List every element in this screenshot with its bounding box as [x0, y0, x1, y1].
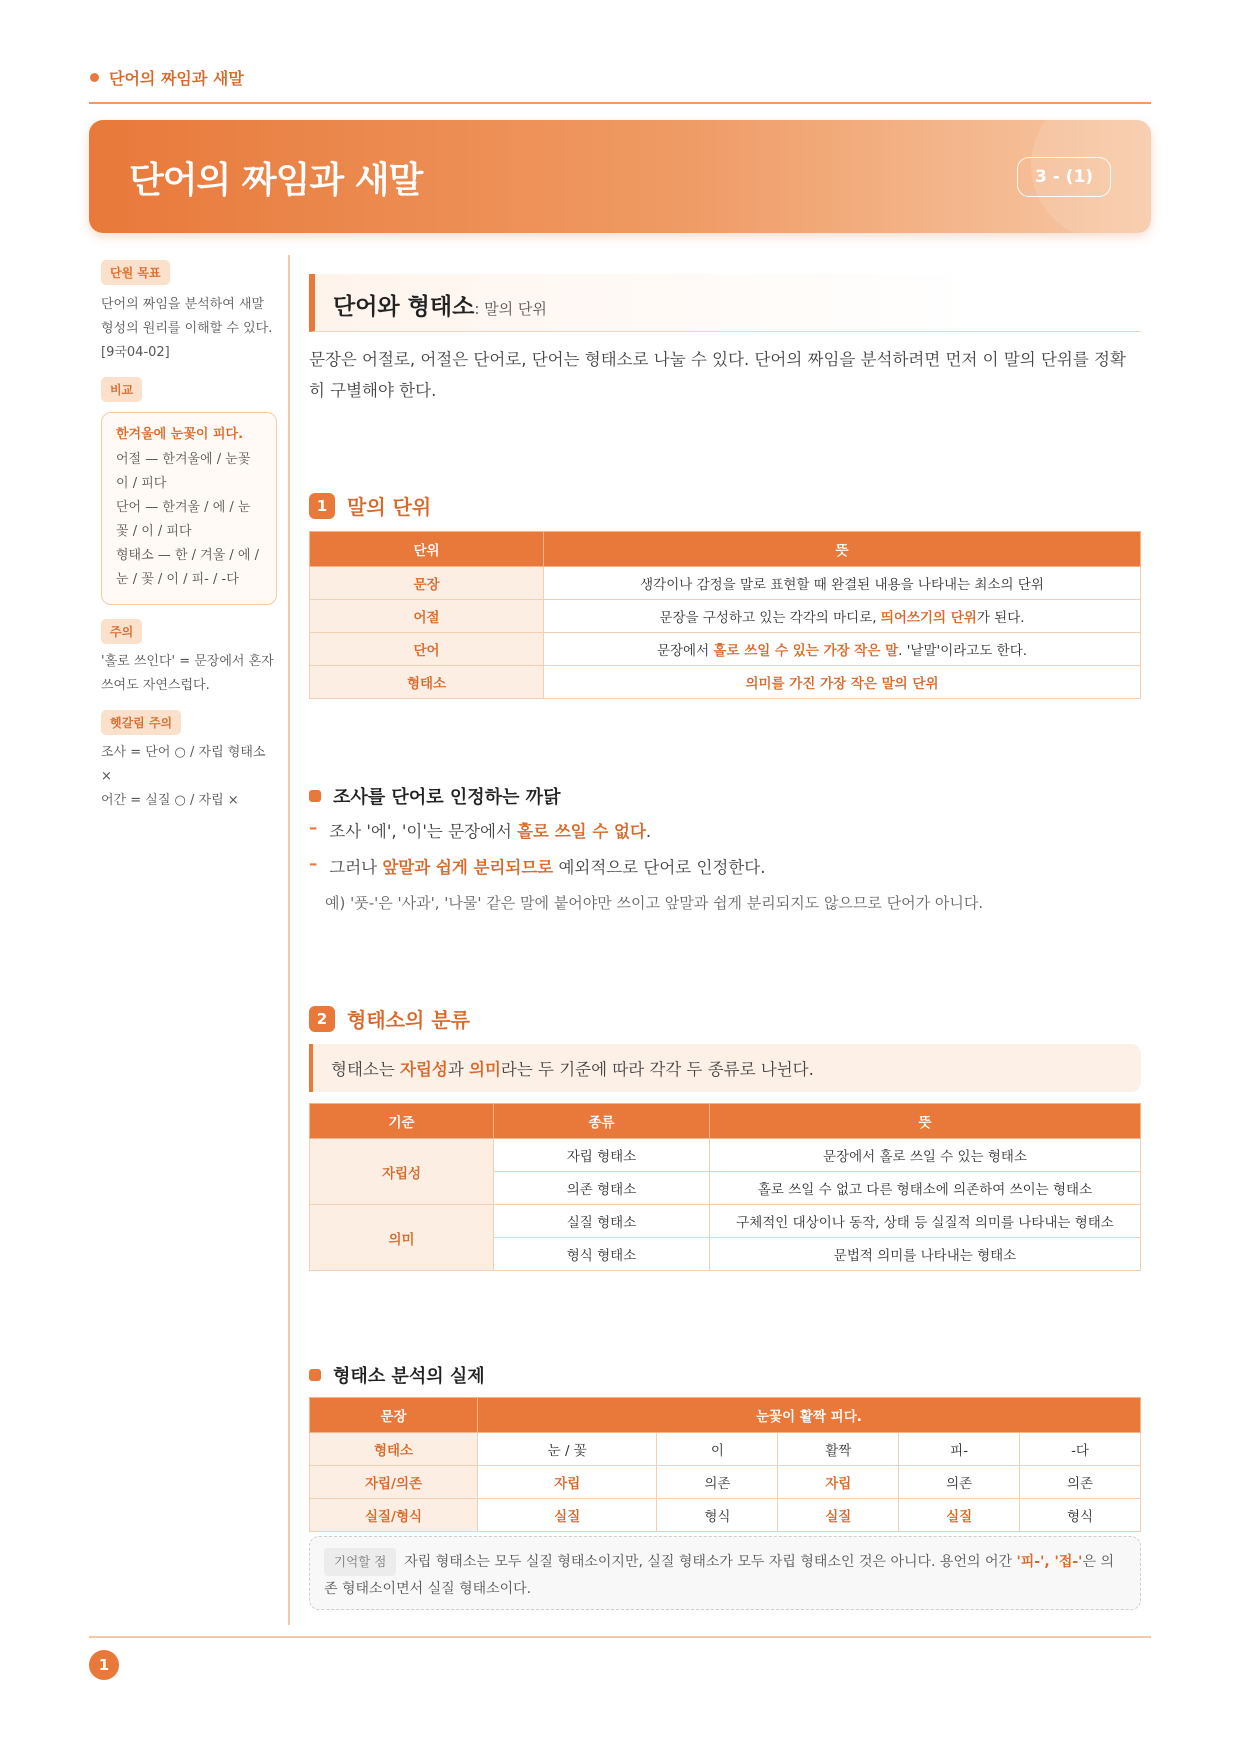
compare-box	[101, 412, 277, 605]
class-header-meaning: 뜻	[710, 1104, 1141, 1139]
table-row	[310, 1499, 1141, 1532]
memo-text: 은 의존 형태소이면서 실질 형태소이다.	[324, 1554, 1114, 1597]
square-bullet-icon	[309, 790, 321, 802]
caution-tag: 주의	[101, 619, 142, 644]
meaning-cell	[544, 567, 1141, 600]
reason-line-2	[309, 854, 765, 878]
meaning-text: 문장을 구성하고 있는 각각의 마디로,	[659, 610, 881, 626]
analysis-cell: 의존	[657, 1466, 778, 1499]
meaning-text: 가 된다.	[976, 610, 1025, 626]
meaning-cell: 문장에서 홀로 쓰일 수 있는 형태소	[710, 1139, 1141, 1172]
confuse-line: 조사 = 단어 ○ / 자립 형태소 ×	[101, 745, 266, 784]
lesson-number-badge: 3 - (1)	[1017, 157, 1111, 197]
analysis-title: 형태소 분석의 실제	[333, 1366, 485, 1387]
units-header-unit: 단위	[310, 532, 544, 567]
confuse-tag: 헷갈림 주의	[101, 710, 181, 735]
reason-text: 그러나	[329, 858, 383, 877]
units-header-meaning: 뜻	[544, 532, 1141, 567]
dash-icon: –	[309, 818, 318, 837]
compare-title: 한겨울에 눈꽃이 피다.	[116, 427, 244, 442]
table-row	[310, 633, 1141, 666]
compare-line: 어절 — 한겨울에 / 눈꽃	[116, 452, 251, 467]
reason-highlight: 홀로 쓰일 수 없다	[517, 822, 646, 841]
memo-tag: 기억할 점	[324, 1548, 396, 1576]
analysis-sentence: 눈꽃이 활짝 피다.	[478, 1398, 1141, 1433]
compare-line: 단어 — 한겨울 / 에 / 눈	[116, 500, 251, 515]
section-subtitle: : 말의 단위	[474, 300, 547, 318]
confuse-line: 어간 = 실질 ○ / 자립 ×	[101, 793, 239, 808]
chapter-banner	[89, 120, 1151, 233]
kind-cell: 의존 형태소	[494, 1172, 710, 1205]
meaning-text: 문장에서	[656, 643, 714, 659]
kind-cell: 실질 형태소	[494, 1205, 710, 1238]
memo-highlight: '피-', '접-'	[1016, 1554, 1083, 1570]
analysis-table	[309, 1397, 1141, 1532]
compare-tag: 비교	[101, 377, 142, 402]
analysis-cell: 자립	[478, 1466, 657, 1499]
part2-callout	[309, 1044, 1141, 1092]
criterion-cell: 자립성	[310, 1139, 494, 1205]
criterion-cell: 의미	[310, 1205, 494, 1271]
dash-icon: –	[309, 854, 318, 873]
meaning-cell: 문법적 의미를 나타내는 형태소	[710, 1238, 1141, 1271]
meaning-cell	[544, 633, 1141, 666]
kind-cell: 형식 형태소	[494, 1238, 710, 1271]
reason-text: .	[645, 822, 652, 841]
goal-tag: 단원 목표	[101, 260, 170, 285]
analysis-heading	[309, 1362, 485, 1388]
memo-box	[309, 1536, 1141, 1610]
analysis-cell: 눈 / 꽃	[478, 1433, 657, 1466]
meaning-cell: 구체적인 대상이나 동작, 상태 등 실질적 의미를 나타내는 형태소	[710, 1205, 1141, 1238]
compare-line: 이 / 피다	[116, 476, 167, 491]
class-header-kind: 종류	[494, 1104, 710, 1139]
reason-heading	[309, 783, 560, 809]
analysis-cell: 의존	[899, 1466, 1020, 1499]
reason-line-1	[309, 818, 651, 842]
part1-title: 말의 단위	[347, 495, 432, 519]
units-table	[309, 531, 1141, 699]
memo-text: 자립 형태소는 모두 실질 형태소이지만, 실질 형태소가 모두 자립 형태소인 것은 아니다. 용언의 어간	[404, 1554, 1017, 1570]
callout-highlight: 의미	[469, 1060, 501, 1079]
table-row	[310, 1466, 1141, 1499]
page-number: 1	[89, 1650, 119, 1680]
callout-text: 라는 두 기준에 따라 각각 두 종류로 나뉜다.	[500, 1060, 814, 1079]
meaning-text: 생각이나 감정을 말로 표현할 때 완결된 내용을 나타내는 최소의 단위	[640, 577, 1044, 593]
table-row	[310, 1205, 1141, 1238]
analysis-cell: 실질	[778, 1499, 899, 1532]
section-intro: 문장은 어절로, 어절은 단어로, 단어는 형태소로 나눌 수 있다. 단어의 짜임을 분석하려면 먼저 이 말의 단위를 정확히 구별해야 한다.	[309, 350, 1126, 400]
goal-code: [9국04-02]	[101, 345, 170, 360]
caution-text: '홀로 쓰인다' = 문장에서 혼자 쓰여도 자연스럽다.	[101, 654, 274, 693]
analysis-cell: 실질	[899, 1499, 1020, 1532]
square-bullet-icon	[309, 1369, 321, 1381]
unit-cell: 단어	[310, 633, 544, 666]
reason-text: 예외적으로 단어로 인정한다.	[553, 858, 766, 877]
compare-line: 눈 / 꽃 / 이 / 피- / -다	[116, 572, 239, 587]
callout-text: 과	[447, 1060, 470, 1079]
analysis-cell: 피-	[899, 1433, 1020, 1466]
table-row	[310, 666, 1141, 699]
part2-heading	[309, 1004, 470, 1033]
callout-highlight: 자립성	[400, 1060, 448, 1079]
sidebar	[101, 260, 277, 813]
breadcrumb	[90, 66, 244, 89]
row-label: 자립/의존	[310, 1466, 478, 1499]
meaning-cell: 홀로 쓰일 수 없고 다른 형태소에 의존하여 쓰이는 형태소	[710, 1172, 1141, 1205]
meaning-cell	[544, 600, 1141, 633]
table-row	[310, 1139, 1141, 1172]
chapter-title: 단어의 짜임과 새말	[129, 160, 423, 201]
meaning-text: . '낱말'이라고도 한다.	[898, 643, 1028, 659]
row-label: 실질/형식	[310, 1499, 478, 1532]
callout-text: 형태소는	[331, 1060, 401, 1079]
goal-text: 단어의 짜임을 분석하여 새말 형성의 원리를 이해할 수 있다.	[101, 297, 273, 336]
table-row	[310, 567, 1141, 600]
compare-line: 꽃 / 이 / 피다	[116, 524, 192, 539]
reason-example: 예) '풋-'은 '사과', '나물' 같은 말에 붙어야만 쓰이고 앞말과 쉽게 분리되지도 않으므로 단어가 아니다.	[325, 894, 984, 912]
bullet-dot-icon	[90, 73, 99, 82]
footer-divider	[89, 1636, 1151, 1638]
part2-title: 형태소의 분류	[347, 1008, 470, 1032]
meaning-cell	[544, 666, 1141, 699]
analysis-cell: -다	[1020, 1433, 1141, 1466]
meaning-highlight: 홀로 쓰일 수 있는 가장 작은 말	[713, 643, 899, 659]
part1-number: 1	[309, 493, 335, 519]
morpheme-class-table	[309, 1103, 1141, 1271]
unit-cell: 어절	[310, 600, 544, 633]
section-heading	[309, 274, 1141, 332]
analysis-cell: 이	[657, 1433, 778, 1466]
row-label: 형태소	[310, 1433, 478, 1466]
reason-highlight: 앞말과 쉽게 분리되므로	[382, 858, 554, 877]
class-header-criterion: 기준	[310, 1104, 494, 1139]
sidebar-divider	[288, 255, 290, 1625]
analysis-cell: 형식	[1020, 1499, 1141, 1532]
unit-cell: 문장	[310, 567, 544, 600]
breadcrumb-label: 단어의 짜임과 새말	[109, 69, 244, 88]
part1-heading	[309, 491, 431, 520]
reason-text: 조사 '에', '이'는 문장에서	[329, 822, 518, 841]
section-title: 단어와 형태소	[333, 294, 475, 320]
reason-title: 조사를 단어로 인정하는 까닭	[333, 787, 561, 808]
analysis-sentence-label: 문장	[310, 1398, 478, 1433]
kind-cell: 자립 형태소	[494, 1139, 710, 1172]
table-row	[310, 1433, 1141, 1466]
analysis-cell: 자립	[778, 1466, 899, 1499]
meaning-highlight: 띄어쓰기의 단위	[880, 610, 977, 626]
compare-line: 형태소 — 한 / 겨울 / 에 /	[116, 548, 259, 563]
table-row	[310, 600, 1141, 633]
meaning-highlight: 의미를 가진 가장 작은 말의 단위	[745, 676, 939, 692]
analysis-cell: 형식	[657, 1499, 778, 1532]
unit-cell: 형태소	[310, 666, 544, 699]
analysis-cell: 활짝	[778, 1433, 899, 1466]
part2-number: 2	[309, 1006, 335, 1032]
analysis-cell: 의존	[1020, 1466, 1141, 1499]
analysis-cell: 실질	[478, 1499, 657, 1532]
header-divider	[89, 102, 1151, 104]
